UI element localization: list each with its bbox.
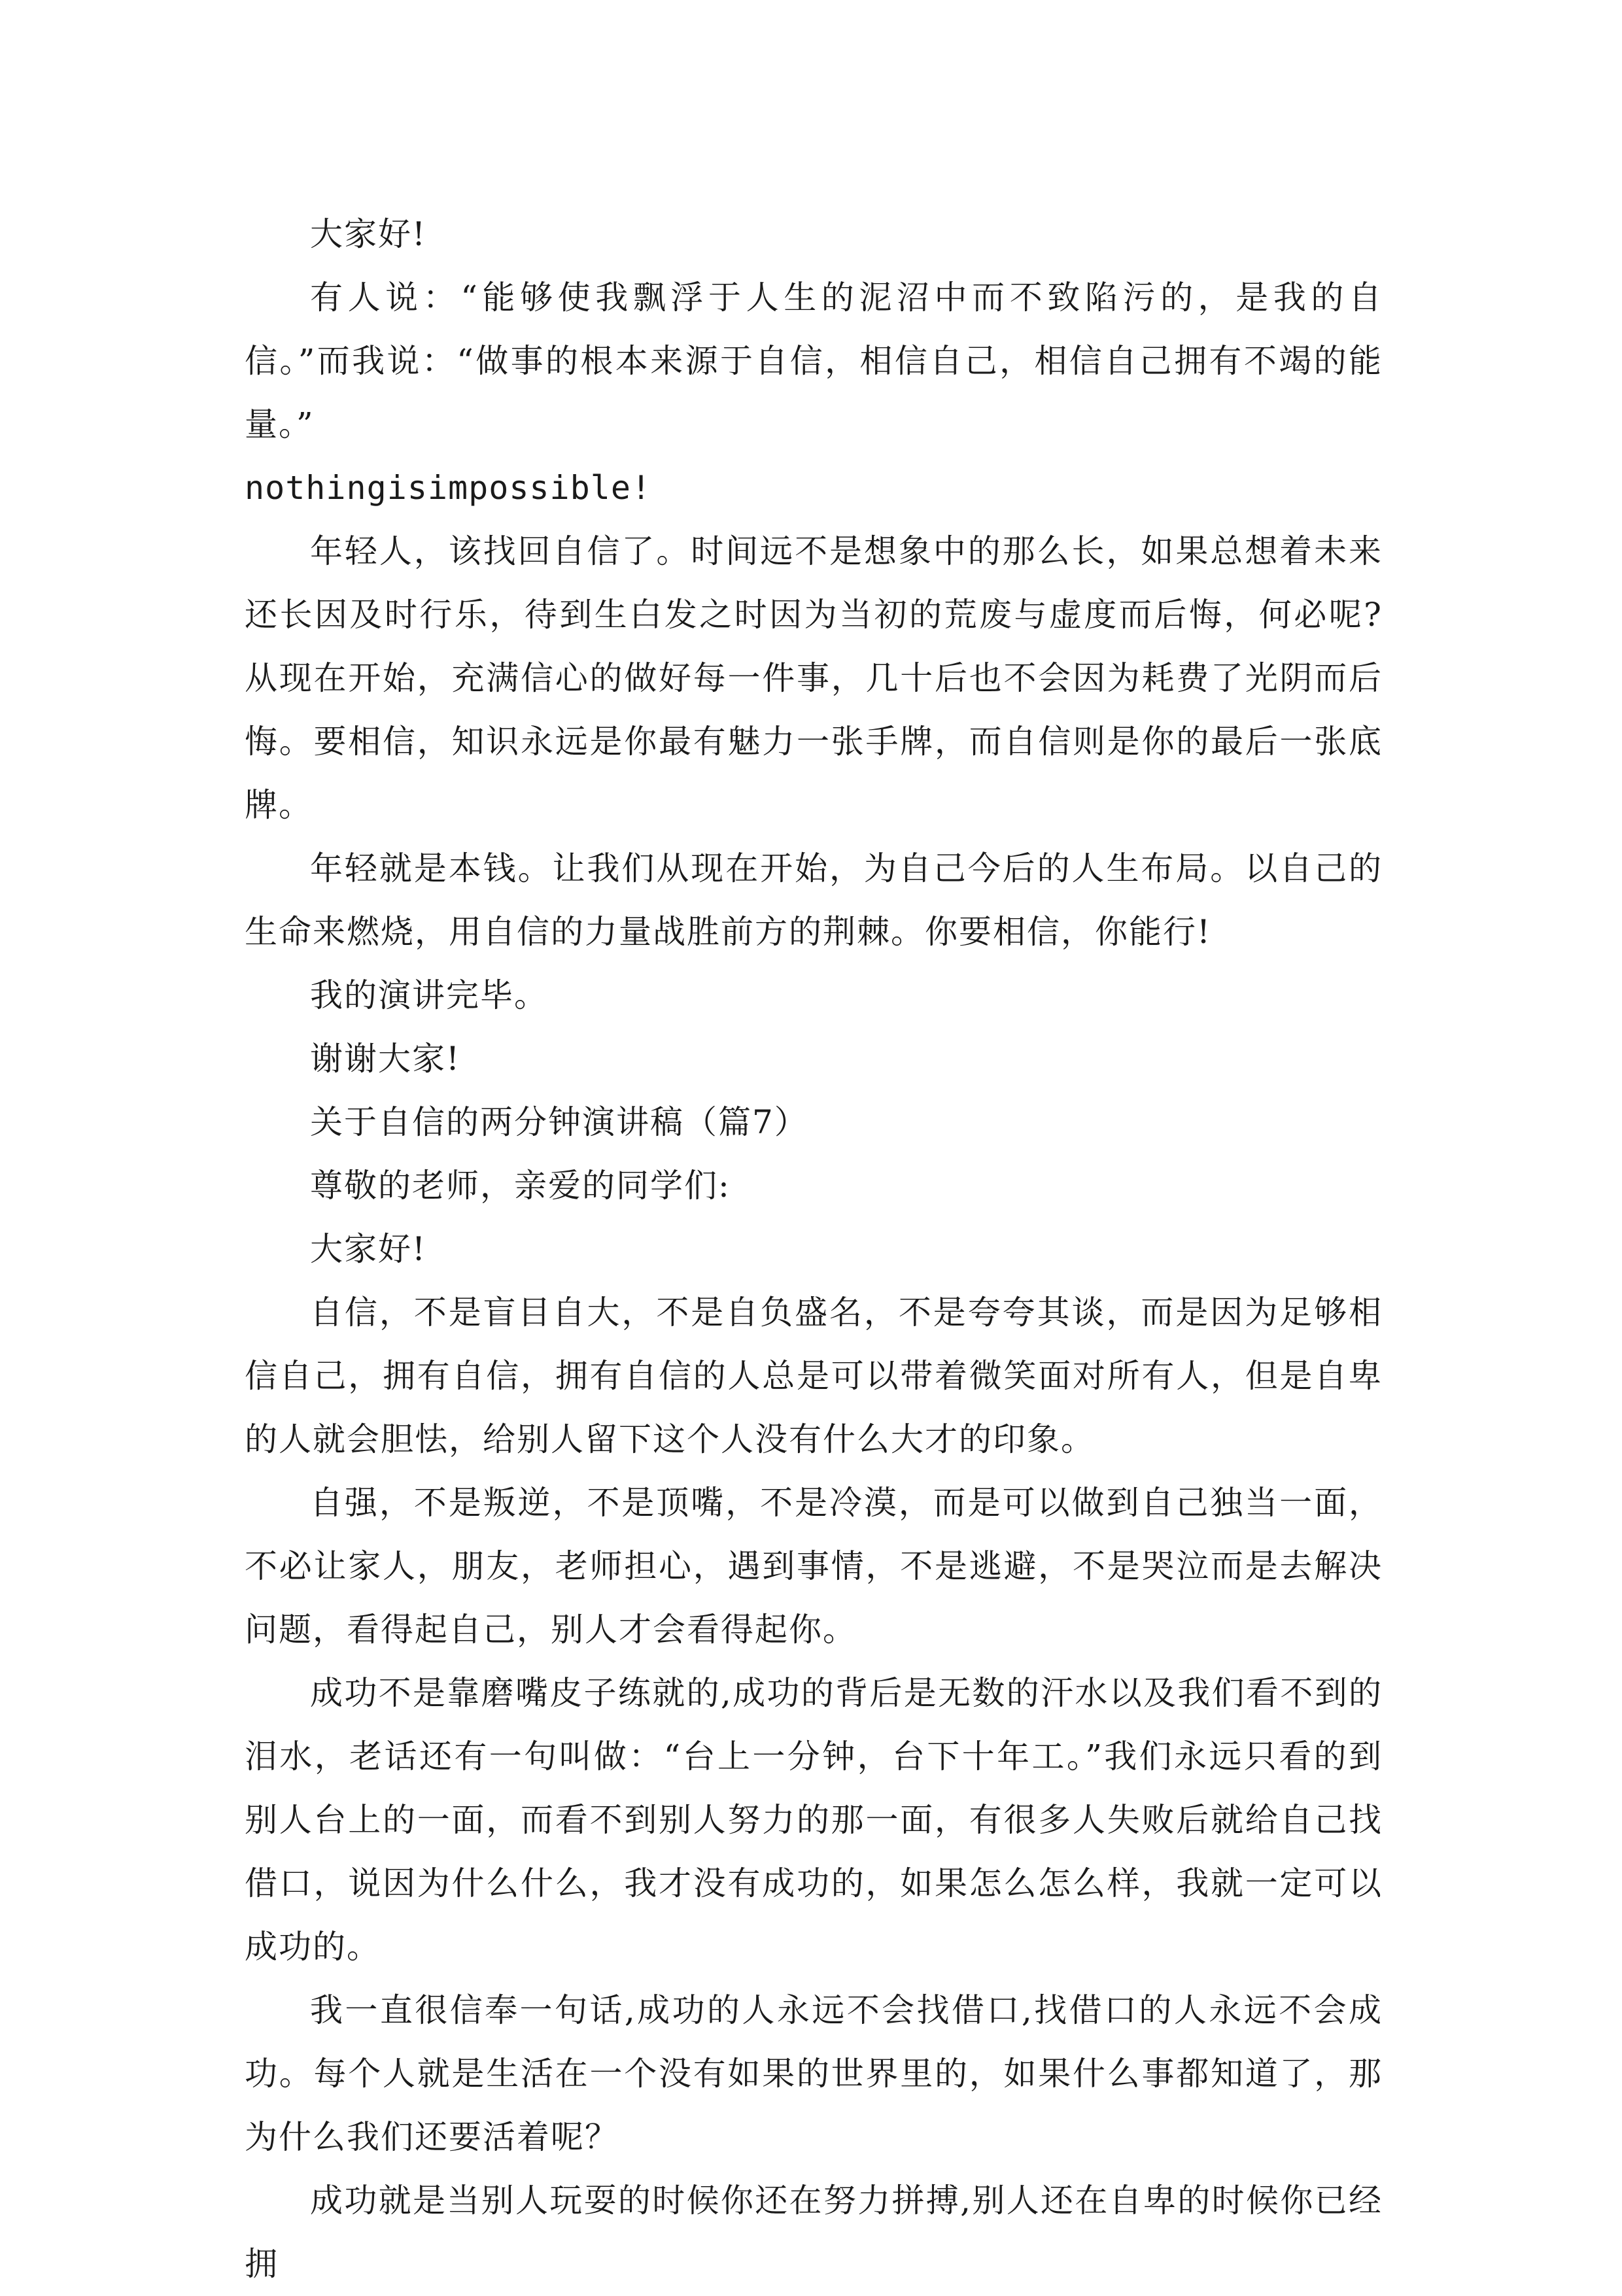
document-body [245, 203, 1383, 2296]
paragraph-young-people: 年轻人，该找回自信了。时间远不是想象中的那么长，如果总想着未来还长因及时行乐，待到生白发之时因为当初的荒废与虚度而后悔，何必呢?从现在开始，充满信心的做好每一件事，几十后也不会因为耗费了光阴而后悔。要相信，知识永远是你最有魅力一张手牌，而自信则是你的最后一张底牌。 [245, 532, 1383, 824]
paragraph-english: nothingisimpossible! [245, 469, 652, 507]
paragraph-greeting: 大家好! [310, 215, 427, 253]
paragraph-quote: 有人说：“能够使我飘浮于人生的泥沼中而不致陷污的，是我的自信。”而我说：“做事的根本来源于自信，相信自己，相信自己拥有不竭的能量。” [245, 279, 1383, 443]
paragraph-thanks: 谢谢大家! [310, 1040, 461, 1078]
paragraph-salutation: 尊敬的老师，亲爱的同学们: [310, 1167, 731, 1205]
paragraph-self-strength: 自强，不是叛逆，不是顶嘴，不是冷漠，而是可以做到自己独当一面，不必让家人，朋友，老师担心，遇到事情，不是逃避，不是哭泣而是去解决问题，看得起自己，别人才会看得起你。 [245, 1484, 1383, 1649]
paragraph-success-definition: 成功就是当别人玩耍的时候你还在努力拼搏,别人还在自卑的时候你已经拥 [245, 2182, 1383, 2283]
paragraph-confidence: 自信，不是盲目自大，不是自负盛名，不是夸夸其谈，而是因为足够相信自己，拥有自信，拥有自信的人总是可以带着微笑面对所有人，但是自卑的人就会胆怯，给别人留下这个人没有什么大才的印象。 [245, 1294, 1383, 1458]
paragraph-greeting-2: 大家好! [310, 1230, 427, 1268]
paragraph-speech-end: 我的演讲完毕。 [310, 976, 548, 1014]
paragraph-success-effort: 成功不是靠磨嘴皮子练就的,成功的背后是无数的汗水以及我们看不到的泪水，老话还有一句叫做：“台上一分钟，台下十年工。”我们永远只看的到别人台上的一面，而看不到别人努力的那一面，有很多人失败后就给自己找借口，说因为什么什么，我才没有成功的，如果怎么怎么样，我就一定可以成功的。 [245, 1674, 1383, 1966]
section-title: 关于自信的两分钟演讲稿（篇7） [310, 1103, 808, 1141]
paragraph-youth-capital: 年轻就是本钱。让我们从现在开始，为自己今后的人生布局。以自己的生命来燃烧，用自信的力量战胜前方的荆棘。你要相信，你能行! [245, 849, 1383, 951]
paragraph-no-excuses: 我一直很信奉一句话,成功的人永远不会找借口,找借口的人永远不会成功。每个人就是生活在一个没有如果的世界里的，如果什么事都知道了，那为什么我们还要活着呢？ [245, 1991, 1383, 2156]
